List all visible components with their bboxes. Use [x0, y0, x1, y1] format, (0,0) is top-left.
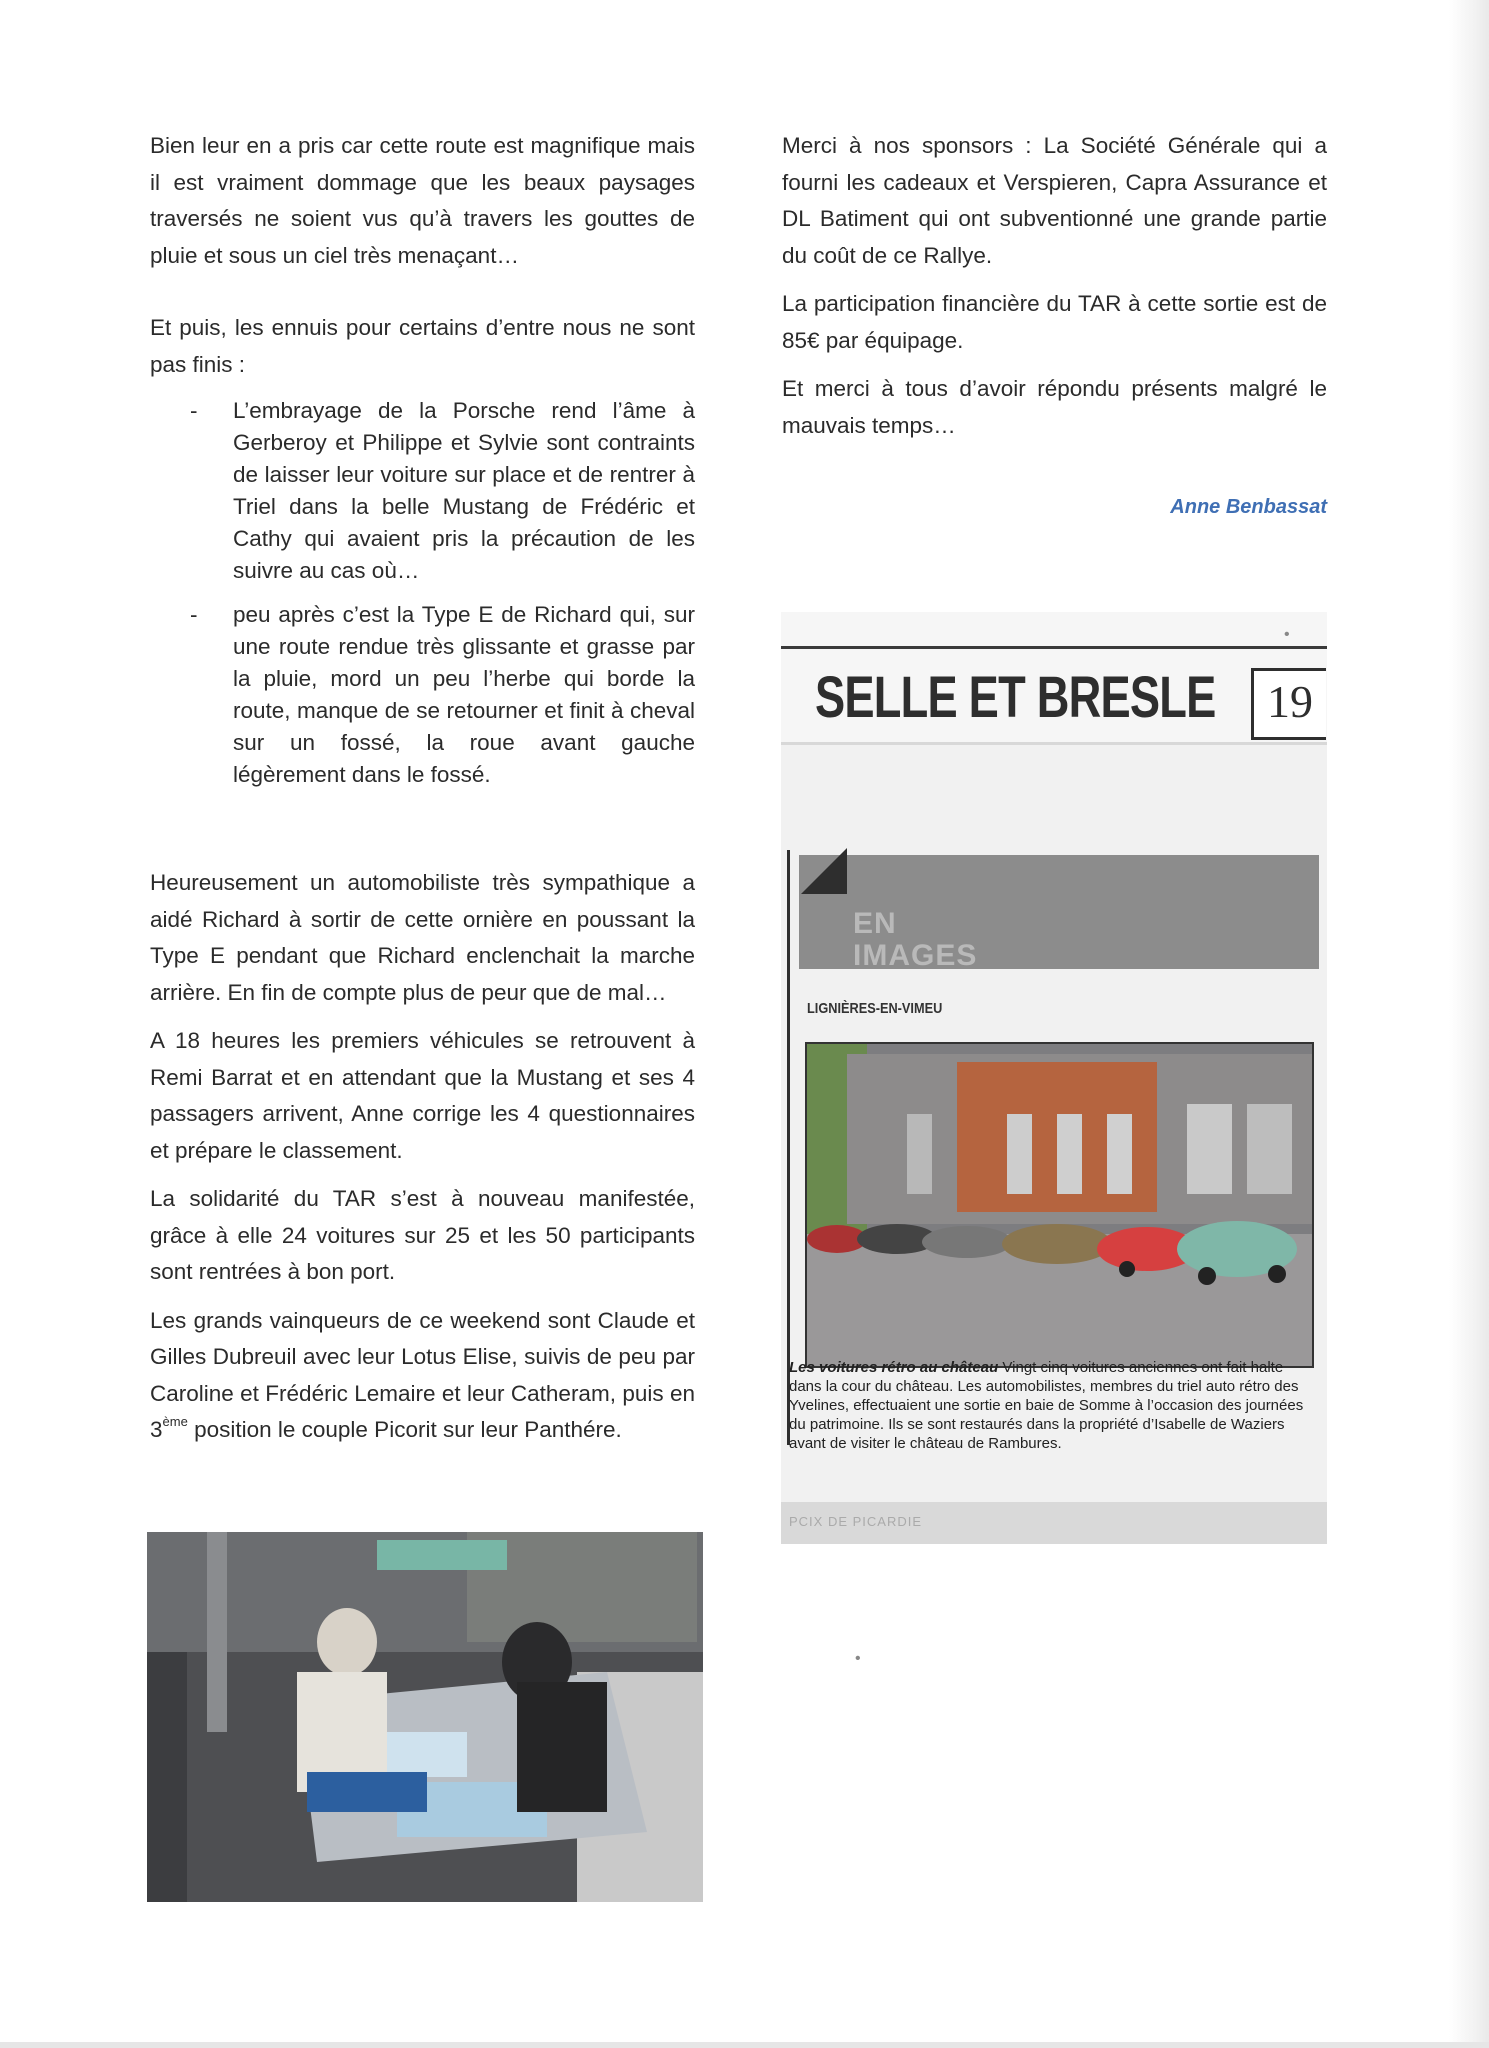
- right-column: [782, 128, 1327, 519]
- clipping-photo: [805, 1042, 1314, 1368]
- scan-speck: •: [1284, 626, 1290, 643]
- bullet-dash: -: [190, 602, 198, 627]
- paragraph-solidarity: La solidarité du TAR s’est à nouveau manifestée, grâce à elle 24 voitures sur 25 et les 50 participants sont rentrées à bon port.: [150, 1186, 695, 1284]
- left-column: [150, 128, 695, 1449]
- list-item-text: peu après c’est la Type E de Richard qui, sur une route rendue très glissante et grasse par la pluie, mord un peu l’herbe qui borde la route, manque de se retourner et finit à cheval sur un fossé, la roue avant gauche légèrement dans le fossé.: [233, 602, 695, 787]
- paragraph-sponsors: Merci à nos sponsors : La Société Générale qui a fourni les cadeaux et Verspieren, Capra Assurance et DL Batiment qui ont subventionné une grande partie du coût de ce Rallye.: [782, 133, 1327, 268]
- paragraph-troubles: Et puis, les ennuis pour certains d’entre nous ne sont pas finis :: [150, 315, 695, 377]
- paragraph-arrival: A 18 heures les premiers véhicules se retrouvent à Remi Barrat et en attendant que la Mustang et ses 4 passagers arrivent, Anne corrige les 4 questionnaires et prépare le classement.: [150, 1028, 695, 1163]
- event-photo: [147, 1532, 703, 1902]
- clipping-town: LIGNIÈRES-EN-VIMEU: [807, 1000, 943, 1017]
- clipping-rule: [781, 646, 1327, 649]
- clipping-page-number: 19: [1251, 668, 1326, 740]
- winners-text-end: position le couple Picorit sur leur Panthére.: [187, 1417, 622, 1442]
- list-item: [150, 395, 695, 587]
- ordinal-suffix: ème: [162, 1414, 188, 1429]
- paragraph-thanks: Et merci à tous d’avoir répondu présents malgré le mauvais temps…: [782, 376, 1327, 438]
- author-signature: Anne Benbassat: [1170, 496, 1327, 518]
- clipping-caption: [789, 1358, 1309, 1453]
- clipping-footer: PCIX DE PICARDIE: [789, 1514, 923, 1529]
- scan-speck: •: [855, 1650, 861, 1667]
- paragraph-intro: Bien leur en a pris car cette route est magnifique mais il est vraiment dommage que les beaux paysages traversés ne soient vus qu’à travers les gouttes de pluie et sous un ciel très menaçant…: [150, 133, 695, 268]
- winners-text: Les grands vainqueurs de ce weekend sont Claude et Gilles Dubreuil avec leur Lotus Elise, suivis de peu par Caroline et Frédéric Lemaire et leur Catheram, puis en 3: [150, 1307, 695, 1442]
- paragraph-participation: La participation financière du TAR à cette sortie est de 85€ par équipage.: [782, 291, 1327, 353]
- newspaper-clipping: [781, 612, 1327, 1544]
- chateau-photo-image: [807, 1044, 1312, 1366]
- questionnaire-photo-image: [147, 1532, 703, 1902]
- list-item: [150, 599, 695, 791]
- page-edge: [1449, 0, 1489, 2048]
- triangle-icon: [801, 848, 847, 894]
- list-item-text: L’embrayage de la Porsche rend l’âme à Gerberoy et Philippe et Sylvie sont contraints de laisser leur voiture sur place et de rentrer à Triel dans la belle Mustang de Frédéric et Cathy qui avaient pris la précaution de les suivre au cas où…: [233, 398, 695, 583]
- paragraph-help: Heureusement un automobiliste très sympathique a aidé Richard à sortir de cette ornière en poussant la Type E pendant que Richard enclenchait la marche arrière. En fin de compte plus de peur que de mal…: [150, 870, 695, 1005]
- paragraph-winners: [150, 1303, 695, 1449]
- incident-list: [150, 395, 695, 791]
- clipping-vertical-rule: [787, 850, 790, 1445]
- clipping-section-title: EN IMAGES: [853, 907, 978, 972]
- caption-title: Les voitures rétro au château: [789, 1359, 999, 1376]
- caption-body: Vingt cinq voitures anciennes ont fait halte dans la cour du château. Les automobilistes, membres du triel auto rétro des Yvelines, effectuaient une sortie en baie de Somme à l’occasion des journées du patrimoine. Ils se sont restaurés dans la propriété d’Isabelle de Waziers avant de visiter le château de Rambures.: [789, 1359, 1304, 1452]
- clipping-masthead: SELLE ET BRESLE: [815, 665, 1216, 730]
- bullet-dash: -: [190, 398, 198, 423]
- bottom-edge: [0, 2042, 1489, 2048]
